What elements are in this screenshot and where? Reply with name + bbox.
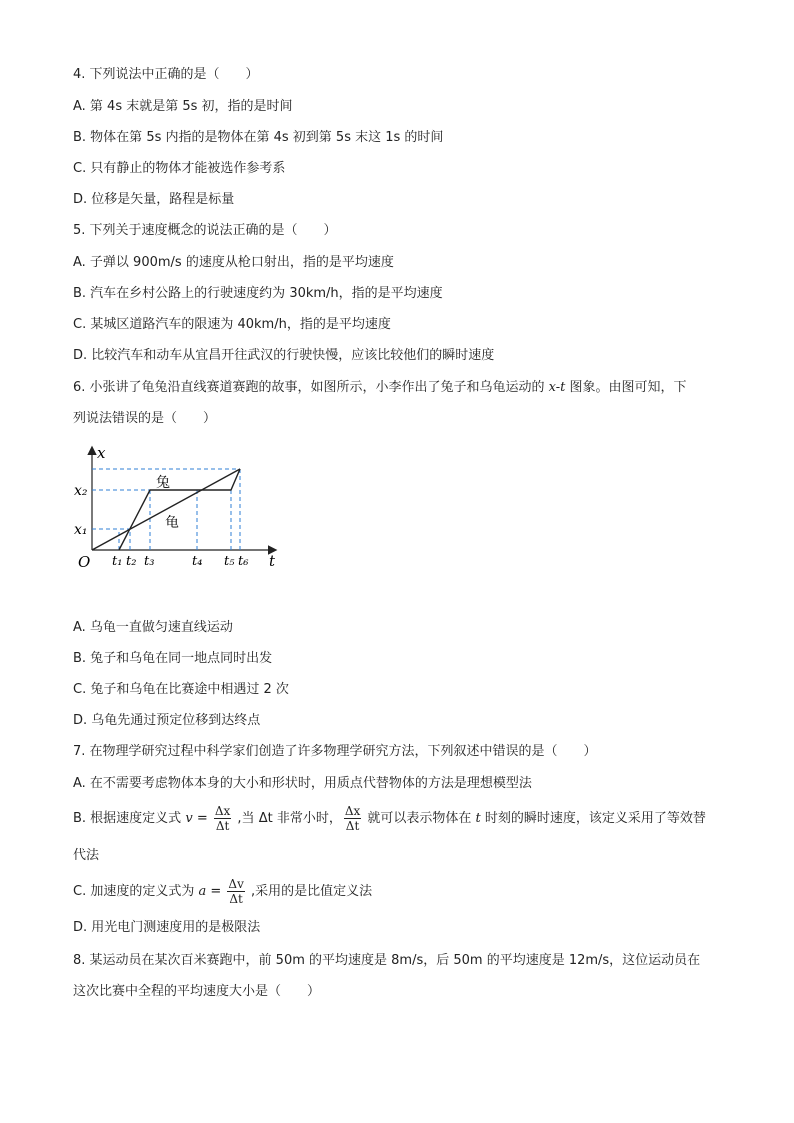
q4-option-a: A. 第 4s 末就是第 5s 初，指的是时间 [73,99,293,114]
q7-c-post: ,采用的是比值定义法 [246,884,373,899]
q5-option-c: C. 某城区道路汽车的限速为 40km/h，指的是平均速度 [73,317,391,332]
q7-b-eq: = [192,811,212,826]
q5-option-a: A. 子弹以 900m/s 的速度从枪口射出，指的是平均速度 [73,255,394,270]
q7-b-fraction-1: $\frac{\Delta x}{\Delta t}$ [214,804,231,833]
q6-option-c: C. 兔子和乌龟在比赛途中相遇过 2 次 [73,682,289,697]
q5-option-b: B. 汽车在乡村公路上的行驶速度约为 30km/h，指的是平均速度 [73,286,443,301]
q7-b-v: v [185,811,193,826]
q5-stem: 5. 下列关于速度概念的说法正确的是（ ） [73,223,337,238]
q6-stem-text-end: 图象。由图可知，下 [565,380,687,395]
q4-option-b: B. 物体在第 5s 内指的是物体在第 4s 初到第 5s 末这 1s 的时间 [73,130,444,145]
q6-stem-line2: 列说法错误的是（ ） [73,411,217,426]
rabbit-label: 兔 [156,475,170,491]
q7-c-eq: = [206,884,226,899]
q6-stem-text: 6. 小张讲了龟兔沿直线赛道赛跑的故事，如图所示，小李作出了兔子和乌龟运动的 [73,380,549,395]
q7-b-t: t [475,811,481,826]
q7-option-d: D. 用光电门测速度用的是极限法 [73,920,261,935]
q7-b-post: 时刻的瞬时速度，该定义采用了等效替 [480,811,706,826]
t4-label: t₄ [192,554,203,569]
x-axis-label: x [97,444,106,462]
q4-option-d: D. 位移是矢量，路程是标量 [73,192,235,207]
origin-label: O [78,553,91,571]
q8-stem-line1: 8. 某运动员在某次百米赛跑中，前 50m 的平均速度是 8m/s，后 50m 的平均速度是 12m/s，这位运动员在 [73,953,701,968]
q7-b-mid: ,当 Δt 非常小时， [233,811,342,826]
q7-c-text: C. 加速度的定义式为 [73,884,199,899]
q6-option-d: D. 乌龟先通过预定位移到达终点 [73,713,261,728]
xt-graph [70,440,290,580]
t1-label: t₁ [112,554,123,569]
q7-b-fraction-2: $\frac{\Delta x}{\Delta t}$ [344,804,361,833]
x1-label: x₁ [74,522,88,538]
q7-b-text: B. 根据速度定义式 [73,811,186,826]
q6-stem-line1 [73,379,687,397]
q6-xt-label: x-t [548,380,566,395]
t3-label: t₃ [144,554,155,569]
x2-label: x₂ [74,483,88,499]
turtle-label: 龟 [165,515,179,531]
q7-option-a: A. 在不需要考虑物体本身的大小和形状时，用质点代替物体的方法是理想模型法 [73,776,532,791]
q7-stem: 7. 在物理学研究过程中科学家们创造了许多物理学研究方法，下列叙述中错误的是（ ） [73,744,597,759]
t6-label: t₆ [238,554,249,569]
q6-option-b: B. 兔子和乌龟在同一地点同时出发 [73,651,273,666]
t2-label: t₂ [126,554,137,569]
t-axis-label: t [269,552,276,570]
q7-option-c [73,873,372,911]
q7-option-b [73,800,706,838]
q7-c-a: a [198,884,207,899]
q4-stem: 4. 下列说法中正确的是（ ） [73,67,259,82]
q8-stem-line2: 这次比赛中全程的平均速度大小是（ ） [73,984,321,999]
q7-option-b-line2: 代法 [73,848,100,863]
q7-b-post-pre: 就可以表示物体在 [363,811,476,826]
q5-option-d: D. 比较汽车和动车从宜昌开往武汉的行驶快慢，应该比较他们的瞬时速度 [73,348,495,363]
q4-option-c: C. 只有静止的物体才能被选作参考系 [73,161,286,176]
rabbit-line [119,469,240,550]
t5-label: t₅ [224,554,235,569]
q6-option-a: A. 乌龟一直做匀速直线运动 [73,620,233,635]
q7-c-fraction: $\frac{\Delta v}{\Delta t}$ [228,877,244,906]
